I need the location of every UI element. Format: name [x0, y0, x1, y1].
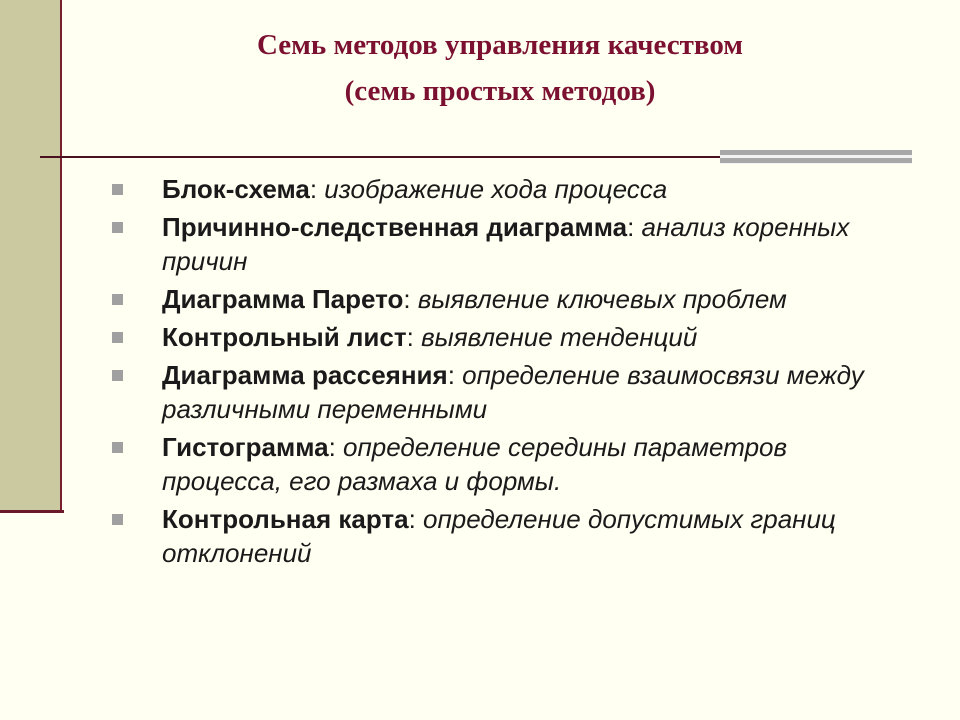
method-term: Диаграмма Парето	[162, 284, 404, 314]
square-bullet-icon	[112, 332, 123, 343]
list-item	[110, 358, 910, 426]
list-item	[110, 320, 910, 354]
left-bar-underline	[0, 510, 64, 513]
method-term: Причинно-следственная диаграмма	[162, 212, 628, 242]
square-bullet-icon	[112, 222, 123, 233]
list-item	[110, 210, 910, 278]
method-description: выявление тенденций	[421, 322, 698, 352]
separator: :	[627, 212, 642, 242]
method-description: определение середины параметров процесса, его размаха и формы.	[162, 432, 788, 496]
method-term: Гистограмма	[162, 432, 329, 462]
square-bullet-icon	[112, 294, 123, 305]
method-term: Контрольный лист	[162, 322, 407, 352]
method-description: анализ коренных причин	[162, 212, 850, 276]
square-bullet-icon	[112, 184, 123, 195]
square-bullet-icon	[112, 514, 123, 525]
separator: :	[403, 284, 418, 314]
list-item	[110, 282, 910, 316]
separator: :	[408, 504, 424, 534]
method-term: Блок-схема	[162, 174, 310, 204]
title-line-2: (семь простых методов)	[344, 75, 656, 107]
separator: :	[328, 432, 344, 462]
method-description: изображение хода процесса	[324, 174, 668, 204]
method-description: определение допустимых границ отклонений	[162, 504, 836, 568]
method-description: выявление ключевых проблем	[417, 284, 787, 314]
separator: :	[447, 360, 463, 390]
title-line-1: Семь методов управления качеством	[256, 29, 744, 61]
square-bullet-icon	[112, 370, 123, 381]
left-decorative-bar	[0, 0, 62, 512]
method-term: Контрольная карта	[162, 504, 409, 534]
divider-accent	[720, 150, 912, 164]
square-bullet-icon	[112, 442, 123, 453]
method-description: определение взаимосвязи между различными переменными	[162, 360, 864, 424]
list-item	[110, 502, 910, 570]
slide-title	[120, 22, 880, 114]
method-term: Диаграмма рассеяния	[162, 360, 448, 390]
list-item	[110, 430, 910, 498]
separator: :	[406, 322, 422, 352]
list-item	[110, 172, 910, 206]
separator: :	[309, 174, 325, 204]
methods-list	[110, 172, 910, 574]
